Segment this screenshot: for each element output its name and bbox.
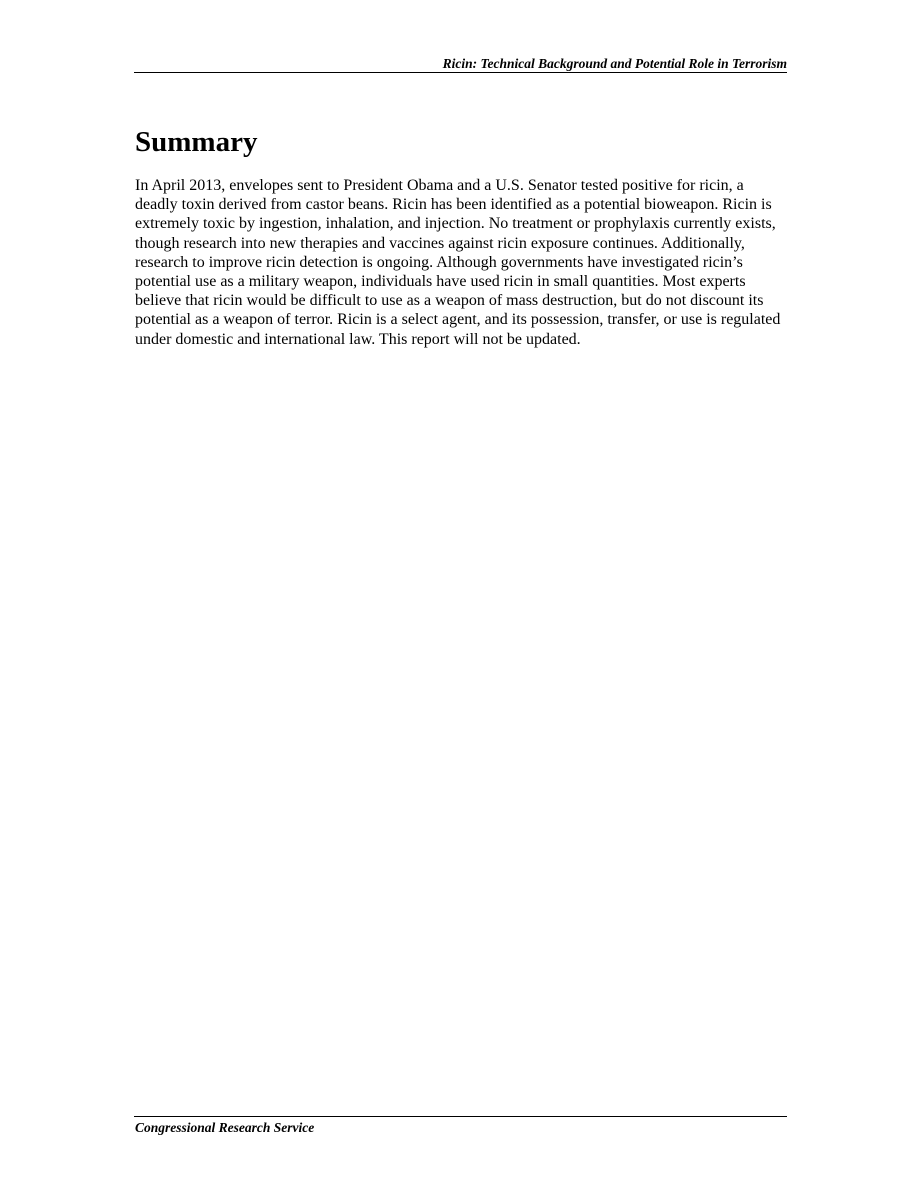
header-divider bbox=[134, 72, 787, 73]
summary-paragraph: In April 2013, envelopes sent to President Obama and a U.S. Senator tested positive for ricin, a deadly toxin derived from castor beans. Ricin has been identified as a potential bioweapon. Ricin is extremely toxic by ingestion, inhalation, and injection. No treatment or prophylaxis currently exists, though research into new therapies and vaccines against ricin exposure continues. Additionally, research to improve ricin detection is ongoing. Although governments have investigated ricin’s potential use as a military weapon, individuals have used ricin in small quantities. Most experts believe that ricin would be difficult to use as a weapon of mass destruction, but do not discount its potential as a weapon of terror. Ricin is a select agent, and its possession, transfer, or use is regulated under domestic and international law. This report will not be updated. bbox=[135, 177, 781, 348]
footer-divider bbox=[134, 1116, 787, 1117]
running-footer: Congressional Research Service bbox=[135, 1120, 315, 1135]
running-header: Ricin: Technical Background and Potential Role in Terrorism bbox=[442, 56, 787, 71]
section-title: Summary bbox=[135, 126, 258, 158]
